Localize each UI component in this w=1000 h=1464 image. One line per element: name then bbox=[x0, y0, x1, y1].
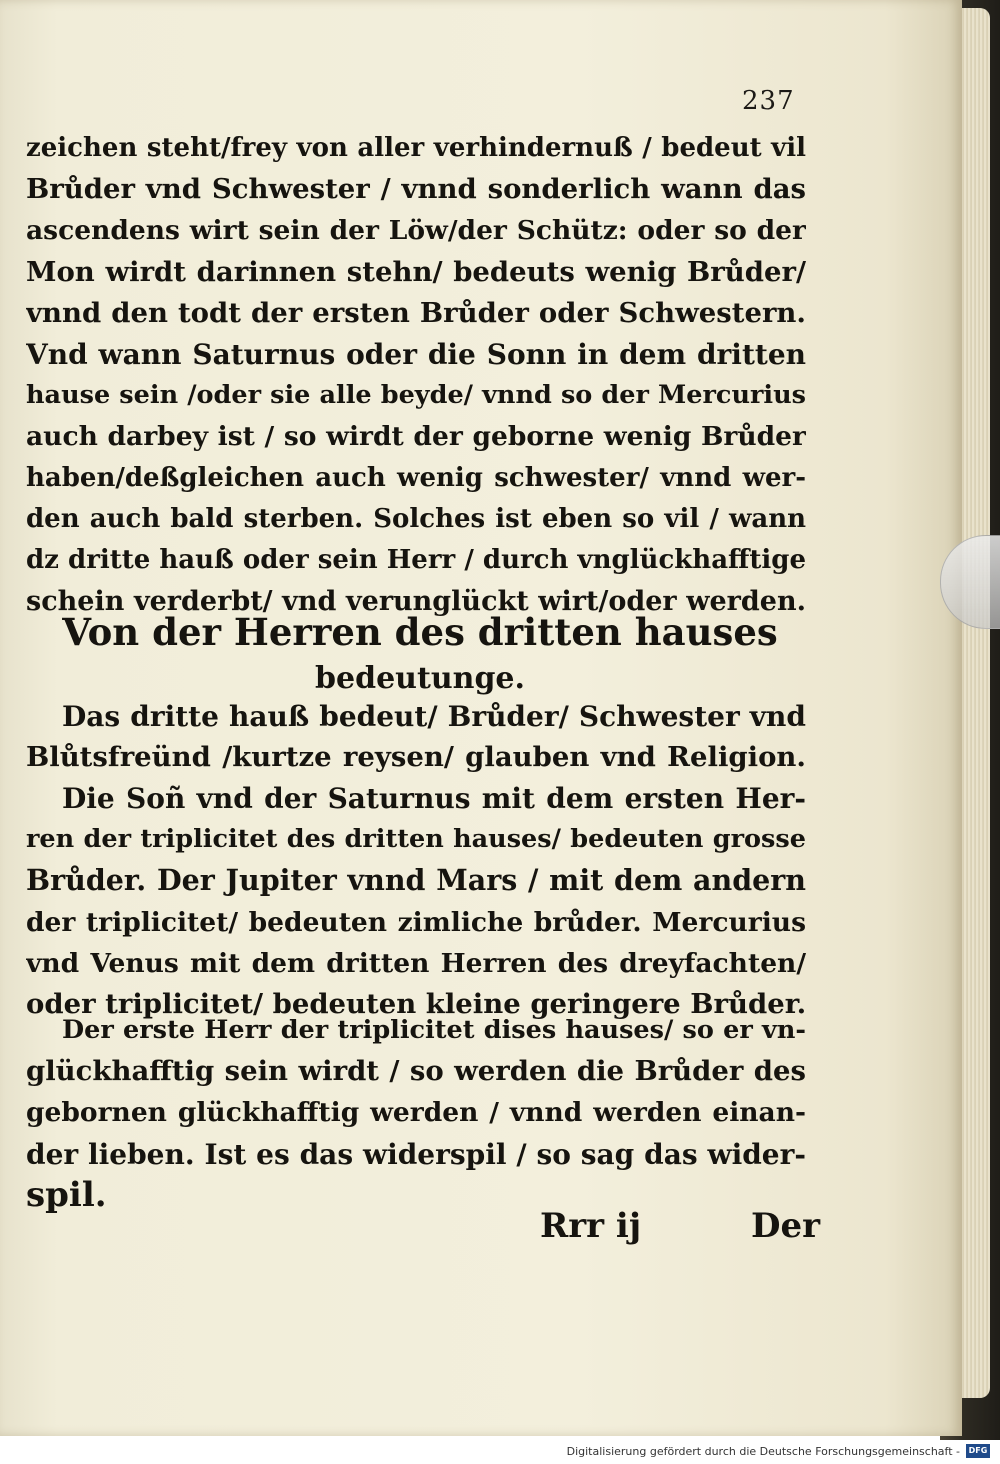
catchword: Der bbox=[750, 1206, 820, 1246]
text-line: dz dritte hauß oder sein Herr / durch vnglückhafftige bbox=[26, 545, 806, 576]
text-line: ren der triplicitet des dritten hauses/ bedeuten grosse bbox=[26, 824, 806, 855]
text-line: Vnd wann Saturnus oder die Sonn in dem dritten bbox=[26, 338, 806, 372]
text-line: oder triplicitet/ bedeuten kleine geringere Brůder. bbox=[26, 988, 806, 1021]
text-line: Blůtsfreünd /kurtze reysen/ glauben vnd Religion. bbox=[26, 741, 806, 774]
signature-mark: Rrr ij bbox=[540, 1206, 642, 1246]
paragraph-2 bbox=[26, 696, 806, 778]
text-line: den auch bald sterben. Solches ist eben so vil / wann bbox=[26, 503, 806, 534]
text-line: gebornen glückhafftig werden / vnnd werden einan- bbox=[26, 1097, 806, 1129]
text-line: ascendens wirt sein der Löw/der Schütz: oder so der bbox=[26, 215, 806, 247]
text-line: hause sein /oder sie alle beyde/ vnnd so der Mercurius bbox=[26, 380, 806, 411]
text-line: glückhafftig sein wirdt / so werden die Brůder des bbox=[26, 1055, 806, 1088]
text-line: Brůder. Der Jupiter vnnd Mars / mit dem andern bbox=[26, 863, 806, 898]
text-line: Die Soñ vnd der Saturnus mit dem ersten Her- bbox=[62, 782, 806, 815]
text-line: schein verderbt/ vnd verunglückt wirt/oder werden. bbox=[26, 586, 806, 618]
text-line: haben/deßgleichen auch wenig schwester/ vnnd wer- bbox=[26, 462, 806, 493]
text-line: vnnd den todt der ersten Brůder oder Schwestern. bbox=[26, 296, 806, 329]
text-line: auch darbey ist / so wirdt der geborne wenig Brůder bbox=[26, 421, 806, 453]
page-number: 237 bbox=[742, 86, 795, 116]
text-line: Brůder vnd Schwester / vnnd sonderlich wann das bbox=[26, 173, 806, 206]
dfg-logo-icon: DFG bbox=[966, 1444, 990, 1458]
text-line: Der erste Herr der triplicitet dises hauses/ so er vn- bbox=[62, 1015, 806, 1045]
text-line: zeichen steht/frey von aller verhindernuß / bedeut vil bbox=[26, 133, 806, 163]
text-line: der triplicitet/ bedeuten zimliche brůder. Mercurius bbox=[26, 906, 806, 938]
section-heading: Von der Herren des dritten hauses bbox=[62, 610, 778, 654]
section-subheading: bedeutunge. bbox=[315, 661, 525, 696]
text-line: spil. bbox=[26, 1174, 107, 1215]
paragraph-3 bbox=[26, 778, 806, 1025]
page-footer bbox=[540, 1206, 820, 1246]
text-line: Mon wirdt darinnen stehn/ bedeuts wenig Brůder/ bbox=[26, 255, 806, 288]
text-line: vnd Venus mit dem dritten Herren des dreyfachten/ bbox=[26, 947, 806, 979]
paragraph-1 bbox=[26, 128, 806, 622]
dfg-credit: Digitalisierung gefördert durch die Deutsche Forschungsgemeinschaft - bbox=[566, 1445, 960, 1458]
text-line: der lieben. Ist es das widerspil / so sag das wider- bbox=[26, 1137, 806, 1171]
paragraph-4 bbox=[26, 1010, 806, 1216]
text-line: Das dritte hauß bedeut/ Brůder/ Schwester vnd bbox=[62, 700, 806, 733]
